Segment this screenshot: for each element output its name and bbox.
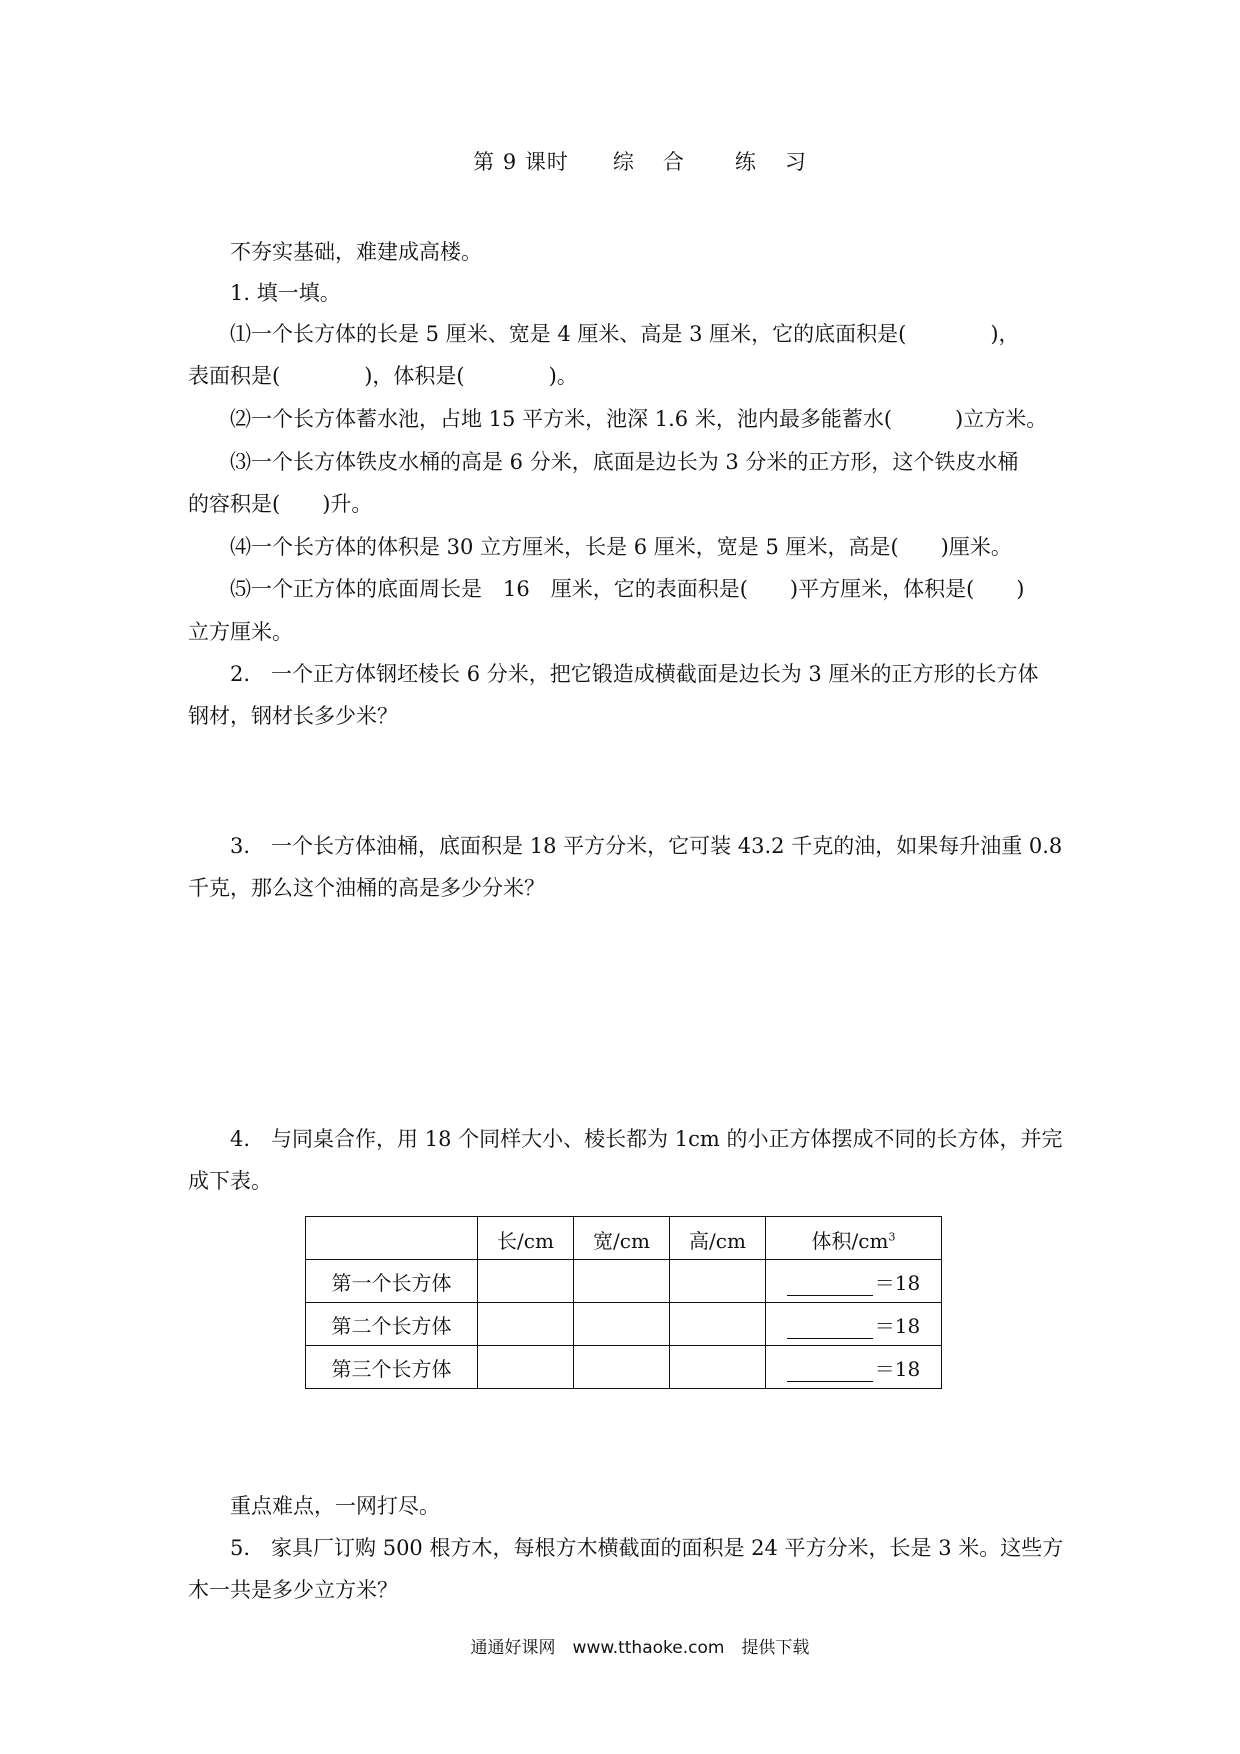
volume-answer-cell[interactable] [766,1303,942,1346]
question-1-5-line-2: 立方厘米。 [188,620,293,644]
question-1-heading: 1. 填一填。 [230,281,341,305]
question-1-3-line-2: 的容积是( )升。 [188,492,373,516]
question-1-2-line-1: ⑵一个长方体蓄水池，占地 15 平方米，池深 1.6 米，池内最多能蓄水( )立方米。 [230,407,1048,431]
question-3-line-2: 千克，那么这个油桶的高是多少分米？ [188,876,545,900]
table-row [306,1346,942,1389]
cuboid-table [305,1216,942,1389]
question-2-line-2: 钢材，钢材长多少米？ [188,704,398,728]
question-5-line-2: 木一共是多少立方米？ [188,1578,398,1602]
row-label: 第二个长方体 [306,1303,478,1346]
question-1-5-line-1: ⑸一个正方体的底面周长是 16 厘米，它的表面积是( )平方厘米，体积是( ) [230,577,1025,601]
title-char-3: 练 [734,150,757,174]
height-answer-cell[interactable] [670,1303,766,1346]
width-answer-cell[interactable] [574,1303,670,1346]
volume-result: ＝18 [874,1313,921,1338]
table-header-row [306,1217,942,1260]
table-row [306,1260,942,1303]
table-header-empty [306,1217,478,1260]
volume-answer-cell[interactable] [766,1260,942,1303]
page-title [0,152,1240,173]
section-motto-key-points: 重点难点，一网打尽。 [230,1494,440,1518]
length-answer-cell[interactable] [478,1346,574,1389]
question-1-3-line-1: ⑶一个长方体铁皮水桶的高是 6 分米，底面是边长为 3 分米的正方形，这个铁皮水桶 [230,450,1019,474]
volume-answer-cell[interactable] [766,1346,942,1389]
title-char-1: 综 [612,150,635,174]
section-motto-basics: 不夯实基础，难建成高楼。 [230,240,482,264]
table-header-height: 高/cm [670,1217,766,1260]
question-1-4-line-1: ⑷一个长方体的体积是 30 立方厘米，长是 6 厘米，宽是 5 厘米，高是( )厘米。 [230,535,1012,559]
table-row [306,1303,942,1346]
table-header-length: 长/cm [478,1217,574,1260]
table-header-width: 宽/cm [574,1217,670,1260]
height-answer-cell[interactable] [670,1260,766,1303]
footer-download-credit: 通通好课网 www.tthaoke.com 提供下载 [470,1638,810,1658]
question-4-line-2: 成下表。 [188,1169,272,1193]
question-4-line-1: 4. 与同桌合作，用 18 个同样大小、棱长都为 1cm 的小正方体摆成不同的长方体，并完 [230,1127,1063,1151]
height-answer-cell[interactable] [670,1346,766,1389]
title-char-2: 合 [662,150,685,174]
question-2-line-1: 2. 一个正方体钢坯棱长 6 分米，把它锻造成横截面是边长为 3 厘米的正方形的长方体 [230,662,1039,686]
answer-blank[interactable] [787,1363,873,1382]
answer-blank[interactable] [787,1320,873,1339]
table-header-volume [766,1217,942,1260]
volume-header-exponent: 3 [888,1230,896,1244]
lesson-number: 第 9 课时 [473,150,569,174]
volume-result: ＝18 [874,1270,921,1295]
length-answer-cell[interactable] [478,1260,574,1303]
answer-blank[interactable] [787,1277,873,1296]
question-5-line-1: 5. 家具厂订购 500 根方木，每根方木横截面的面积是 24 平方分米，长是 3 米。这些方 [230,1536,1064,1560]
volume-result: ＝18 [874,1356,921,1381]
length-answer-cell[interactable] [478,1303,574,1346]
width-answer-cell[interactable] [574,1260,670,1303]
row-label: 第一个长方体 [306,1260,478,1303]
row-label: 第三个长方体 [306,1346,478,1389]
title-char-4: 习 [784,150,807,174]
question-1-1-line-1: ⑴一个长方体的长是 5 厘米、宽是 4 厘米、高是 3 厘米，它的底面积是( )， [230,322,1020,346]
question-3-line-1: 3. 一个长方体油桶，底面积是 18 平方分米，它可装 43.2 千克的油，如果每升油重 0.8 [230,834,1063,858]
volume-header-label: 体积/cm [811,1229,889,1253]
width-answer-cell[interactable] [574,1346,670,1389]
question-1-1-line-2: 表面积是( )，体积是( )。 [188,364,578,388]
